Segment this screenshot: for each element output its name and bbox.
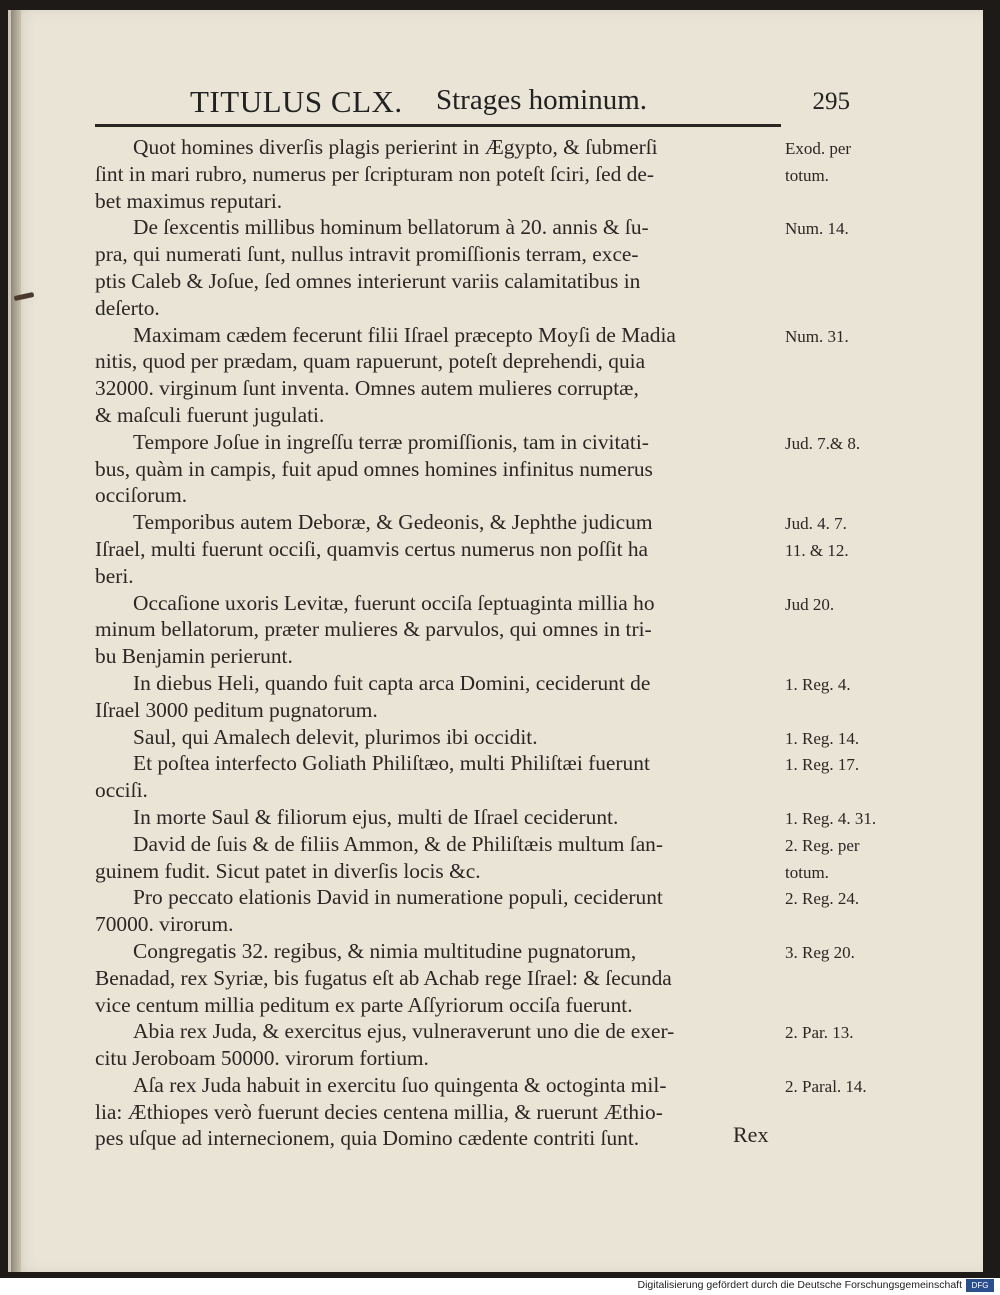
- header-rule: [95, 124, 781, 127]
- text-line: Aſa rex Juda habuit in exercitu ſuo quingenta & octoginta mil-: [133, 1072, 667, 1097]
- paragraph-text: [95, 1018, 777, 1072]
- margin-line: Num. 14.: [785, 219, 849, 239]
- margin-line: 2. Paral. 14.: [785, 1076, 867, 1096]
- paragraph-text: [95, 429, 777, 509]
- paragraph-entry: [95, 590, 881, 670]
- paragraph-text: [95, 590, 777, 670]
- marginal-reference: [785, 672, 885, 699]
- text-line: occiſi.: [95, 778, 148, 803]
- paragraph-text: [95, 322, 777, 429]
- paragraph-text: [95, 804, 777, 831]
- margin-line: Num. 31.: [785, 326, 849, 346]
- paragraph-entry: [95, 804, 881, 831]
- marginal-reference: [785, 511, 885, 565]
- text-line: Iſrael, multi fuerunt occiſi, quamvis certus numerus non poſſit ha: [95, 536, 649, 561]
- marginal-reference: [785, 940, 885, 967]
- margin-line: totum.: [785, 165, 829, 185]
- footer-bar: [0, 1278, 1000, 1295]
- margin-line: Exod. per: [785, 139, 852, 158]
- text-line: Saul, qui Amalech delevit, plurimos ibi occidit.: [133, 724, 538, 749]
- paragraph-entry: [95, 938, 881, 1018]
- text-line: ſint in mari rubro, numerus per ſcripturam non poteſt ſciri, ſed de-: [95, 161, 654, 186]
- main-text: [95, 134, 881, 1152]
- text-line: Maximam cædem fecerunt filii Iſrael præcepto Moyſi de Madia: [133, 322, 676, 347]
- paragraph-entry: [95, 134, 881, 214]
- text-line: occiſorum.: [95, 483, 188, 508]
- header-subtitle: Strages hominum.: [436, 84, 648, 116]
- paragraph-text: [95, 724, 777, 751]
- paragraph-entry: [95, 214, 881, 321]
- margin-line: 2. Par. 13.: [785, 1023, 854, 1043]
- paragraph-entry: [95, 831, 881, 885]
- marginal-reference: [785, 592, 885, 619]
- footer-credit: Digitalisierung gefördert durch die Deutsche Forschungsgemeinschaft: [637, 1279, 962, 1291]
- paragraph-text: [95, 509, 777, 589]
- margin-line: Jud 20.: [785, 594, 835, 614]
- text-line: pes uſque ad internecionem, quia Domino cædente contriti ſunt.: [95, 1126, 640, 1151]
- running-header: [190, 84, 850, 120]
- text-line: ptis Caleb & Joſue, ſed omnes interierunt variis calamitatibus in: [95, 268, 641, 293]
- text-line: In diebus Heli, quando fuit capta arca Domini, ceciderunt de: [133, 670, 651, 695]
- marginal-reference: [785, 136, 885, 190]
- marginal-reference: [785, 1020, 885, 1047]
- paragraph-entry: [95, 724, 881, 751]
- margin-line: 2. Reg. per: [785, 835, 860, 855]
- catchword: Rex: [733, 1122, 769, 1147]
- text-line: deſerto.: [95, 295, 160, 320]
- text-line: 32000. virginum ſunt inventa. Omnes autem mulieres corruptæ,: [95, 376, 639, 401]
- text-line: lia: Æthiopes verò fuerunt decies centena millia, & ruerunt Æthio-: [95, 1099, 663, 1124]
- text-line: Temporibus autem Deboræ, & Gedeonis, & Jephthe judicum: [133, 510, 653, 535]
- text-line: Tempore Joſue in ingreſſu terræ promiſſionis, tam in civitati-: [133, 429, 649, 454]
- marginal-reference: [785, 1074, 885, 1101]
- text-line: minum bellatorum, præter mulieres & parvulos, qui omnes in tri-: [95, 617, 652, 642]
- text-line: bus, quàm in campis, fuit apud omnes homines infinitus numerus: [95, 456, 653, 481]
- text-line: beri.: [95, 563, 134, 588]
- page-gutter: [11, 10, 21, 1272]
- text-line: Iſrael 3000 peditum pugnatorum.: [95, 697, 378, 722]
- paragraph-entry: [95, 884, 881, 938]
- paragraph-text: [95, 670, 777, 724]
- text-line: Abia rex Juda, & exercitus ejus, vulneraverunt uno die de exer-: [133, 1019, 675, 1044]
- text-line: Benadad, rex Syriæ, bis fugatus eſt ab Achab rege Iſrael: & ſecunda: [95, 965, 672, 990]
- marginal-reference: [785, 833, 885, 887]
- marginal-reference: [785, 886, 885, 913]
- text-line: bu Benjamin perierunt.: [95, 644, 293, 669]
- paragraph-text: [95, 938, 777, 1018]
- paragraph-entry: [95, 1018, 881, 1072]
- margin-line: 1. Reg. 4.: [785, 674, 851, 694]
- paragraph-entry: [95, 429, 881, 509]
- text-line: Occaſione uxoris Levitæ, fuerunt occiſa ſeptuaginta millia ho: [133, 590, 655, 615]
- text-line: Quot homines diverſis plagis perierint in Ægypto, & ſubmerſi: [133, 135, 658, 159]
- paragraph-entry: [95, 322, 881, 429]
- paragraph-entry: [95, 750, 881, 804]
- margin-line: 11. & 12.: [785, 540, 849, 560]
- paragraph-entry: [95, 509, 881, 589]
- text-line: David de ſuis & de filiis Ammon, & de Philiſtæis multum ſan-: [133, 831, 664, 856]
- marginal-reference: [785, 216, 885, 243]
- text-line: Et poſtea interfecto Goliath Philiſtæo, multi Philiſtæi fuerunt: [133, 751, 650, 776]
- text-line: In morte Saul & filiorum ejus, multi de Iſrael ceciderunt.: [133, 804, 619, 829]
- margin-line: 1. Reg. 14.: [785, 728, 860, 748]
- dfg-logo: DFG: [966, 1279, 994, 1292]
- margin-line: Jud. 7.& 8.: [785, 433, 861, 453]
- marginal-reference: [785, 806, 885, 833]
- text-line: guinem fudit. Sicut patet in diverſis locis &c.: [95, 858, 481, 883]
- paragraph-text: [95, 134, 777, 214]
- text-line: bet maximus reputari.: [95, 188, 283, 213]
- marginal-reference: [785, 431, 885, 458]
- marginal-reference: [785, 726, 885, 753]
- margin-line: 3. Reg 20.: [785, 942, 855, 962]
- paragraph-text: [95, 750, 777, 804]
- marginal-reference: [785, 752, 885, 779]
- text-line: citu Jeroboam 50000. virorum fortium.: [95, 1046, 429, 1071]
- text-line: De ſexcentis millibus hominum bellatorum à 20. annis & ſu-: [133, 215, 649, 240]
- text-line: & maſculi fuerunt jugulati.: [95, 402, 325, 427]
- margin-line: Jud. 4. 7.: [785, 514, 847, 534]
- margin-line: 2. Reg. 24.: [785, 889, 860, 909]
- text-line: Congregatis 32. regibus, & nimia multitudine pugnatorum,: [133, 938, 637, 963]
- text-line: nitis, quod per prædam, quam rapuerunt, poteſt deprehendi, quia: [95, 349, 646, 374]
- text-line: vice centum millia peditum ex parte Aſſyriorum occiſa fuerunt.: [95, 992, 633, 1017]
- text-line: pra, qui numerati ſunt, nullus intravit promiſſionis terram, exce-: [95, 242, 639, 267]
- margin-line: 1. Reg. 4. 31.: [785, 808, 877, 828]
- marginal-reference: [785, 324, 885, 351]
- margin-line: totum.: [785, 862, 829, 882]
- paragraph-text: [95, 1072, 777, 1152]
- paragraph-entry: [95, 670, 881, 724]
- text-line: 70000. virorum.: [95, 912, 234, 937]
- page-number: 295: [812, 88, 850, 115]
- margin-line: 1. Reg. 17.: [785, 755, 860, 775]
- header-title: TITULUS CLX.: [190, 84, 403, 119]
- paragraph-text: [95, 214, 777, 321]
- paragraph-text: [95, 884, 777, 938]
- paragraph-text: [95, 831, 777, 885]
- text-line: Pro peccato elationis David in numeratione populi, ceciderunt: [133, 885, 663, 910]
